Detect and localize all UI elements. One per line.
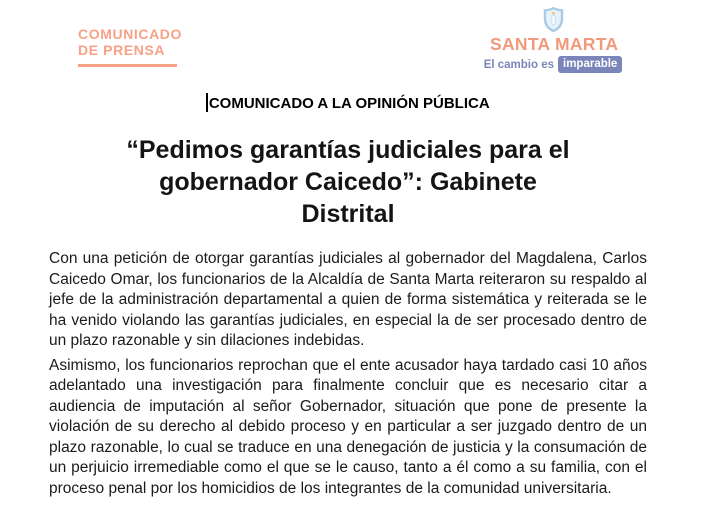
document-title[interactable]: [49, 134, 647, 230]
text-caret: [206, 93, 208, 112]
press-label-underline: [78, 64, 177, 67]
title-line-3[interactable]: Distrital: [301, 200, 395, 228]
santa-marta-crest-icon: [543, 6, 564, 33]
paragraph-2[interactable]: Asimismo, los funcionarios reprochan que el ente acusador haya tardado casi 10 años adelantado una investigación para finalmente concluir que es necesario citar a audiencia de imputación al señor Gobernador, situación que pone de presente la violación de su derecho al debido proceso y en particular a ser juzgado dentro de un plazo razonable, lo cual se traduce en una denegación de justicia y la consumación de un perjuicio irremediable como el que se le causo, tanto a él como a su familia, con el proceso penal por los homicidios de los integrantes de la comunidad universitaria.: [49, 356, 647, 497]
document-kicker[interactable]: [49, 93, 647, 112]
press-label-line-1: COMUNICADO: [78, 26, 182, 42]
title-line-1[interactable]: “Pedimos garantías judiciales para el: [126, 136, 570, 164]
press-release-label: [78, 26, 182, 67]
document-text-area[interactable]: [49, 93, 647, 499]
logo-name: SANTA MARTA: [490, 34, 619, 54]
press-label-line-2: DE PRENSA: [78, 42, 166, 58]
tagline-prefix: El cambio es: [483, 58, 554, 71]
paragraph-1[interactable]: Con una petición de otorgar garantías judiciales al gobernador del Magdalena, Carlos Caicedo Omar, los funcionarios de la Alcaldía de Santa Marta reiteraron su respaldo al jefe de la administración departamental a quien de forma sistemática y reiterada se le ha venido violando las garantías judiciales, en especial la de ser procesado dentro de un plazo razonable y sin dilaciones indebidas.: [49, 250, 647, 349]
logo-tagline: [483, 56, 618, 73]
kicker-text[interactable]: COMUNICADO A LA OPINIÓN PÚBLICA: [208, 95, 490, 112]
tagline-badge: imparable: [558, 56, 622, 73]
santa-marta-logo: [483, 6, 619, 73]
title-line-2[interactable]: gobernador Caicedo”: Gabinete: [159, 168, 537, 196]
